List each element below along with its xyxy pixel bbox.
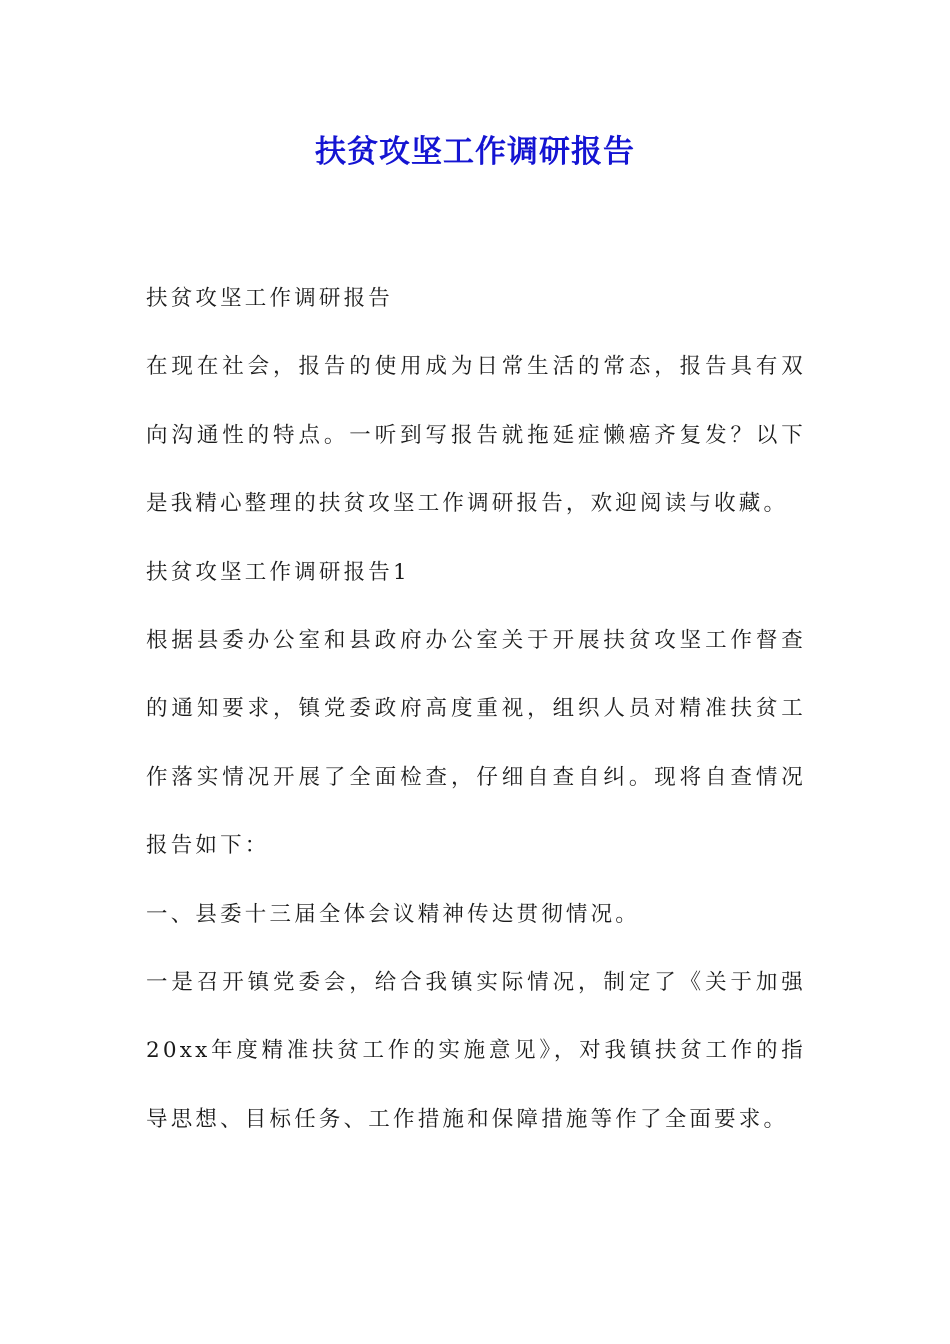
document-title: 扶贫攻坚工作调研报告 (315, 134, 635, 170)
paragraph-subtitle: 扶贫攻坚工作调研报告 (146, 286, 394, 311)
paragraph-item-detail: 一是召开镇党委会，给合我镇实际情况，制定了《关于加强20xx年度精准扶贫工作的实施意见》，对我镇扶贫工作的指导思想、目标任务、工作措施和保障措施等作了全面要求。 (146, 970, 806, 1132)
paragraph-intro: 在现在社会，报告的使用成为日常生活的常态，报告具有双向沟通性的特点。一听到写报告就拖延症懒癌齐复发？以下是我精心整理的扶贫攻坚工作调研报告，欢迎阅读与收藏。 (146, 354, 806, 517)
paragraph-item-one: 一、县委十三届全体会议精神传达贯彻情况。 (146, 901, 641, 927)
document-body (146, 265, 806, 1154)
paragraph-section-heading: 扶贫攻坚工作调研报告1 (146, 559, 410, 585)
paragraph-notice: 根据县委办公室和县政府办公室关于开展扶贫攻坚工作督查的通知要求，镇党委政府高度重视，组织人员对精准扶贫工作落实情况开展了全面检查，仔细自查自纠。现将自查情况报告如下： (146, 628, 806, 859)
